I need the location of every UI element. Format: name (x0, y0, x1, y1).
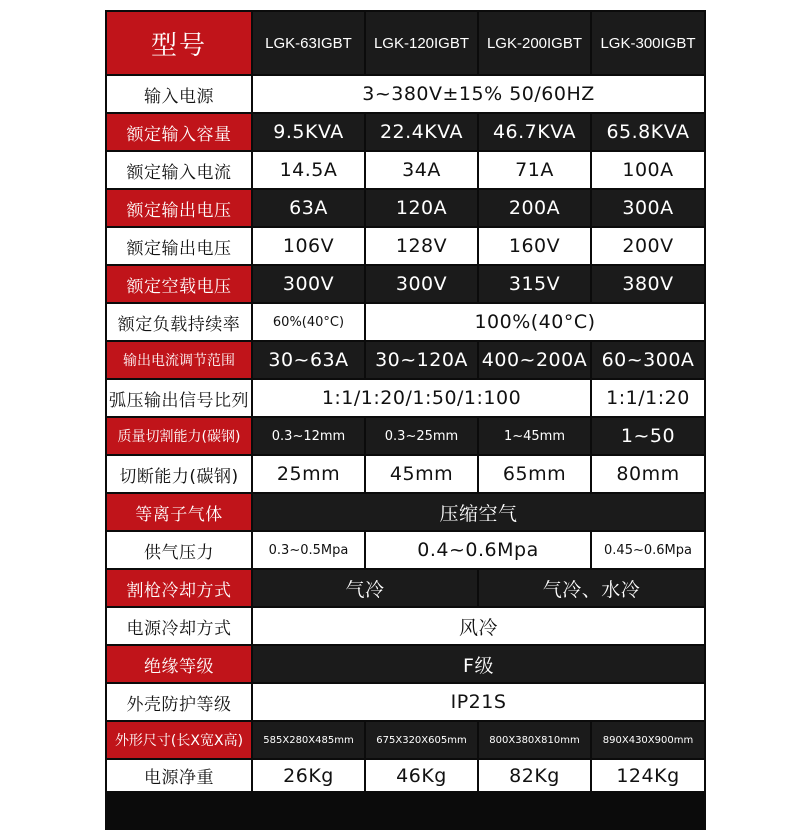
row-value: 46Kg (366, 760, 477, 791)
row-label: 额定输入容量 (107, 114, 251, 150)
model-lgk-300igbt: LGK-300IGBT (592, 12, 704, 74)
row-value: 0.4~0.6Mpa (366, 532, 590, 568)
row-label: 弧压输出信号比列 (107, 380, 251, 416)
row-value: 0.3~25mm (366, 418, 477, 454)
row-value: 100A (592, 152, 704, 188)
row-value: 65mm (479, 456, 590, 492)
row-value: 315V (479, 266, 590, 302)
row-value: 25mm (253, 456, 364, 492)
row-value: 120A (366, 190, 477, 226)
row-label: 割枪冷却方式 (107, 570, 251, 606)
row-value: 22.4KVA (366, 114, 477, 150)
row-value: 200V (592, 228, 704, 264)
row-value: 1:1/1:20 (592, 380, 704, 416)
row-label: 外壳防护等级 (107, 684, 251, 720)
row-value: IP21S (253, 684, 704, 720)
row-label: 等离子气体 (107, 494, 251, 530)
row-value: 1:1/1:20/1:50/1:100 (253, 380, 590, 416)
row-value: F级 (253, 646, 704, 682)
row-label: 额定负载持续率 (107, 304, 251, 340)
row-value: 30~120A (366, 342, 477, 378)
row-value: 60~300A (592, 342, 704, 378)
row-label: 电源冷却方式 (107, 608, 251, 644)
row-value: 106V (253, 228, 364, 264)
row-value: 380V (592, 266, 704, 302)
row-label: 绝缘等级 (107, 646, 251, 682)
row-value: 风冷 (253, 608, 704, 644)
row-value: 46.7KVA (479, 114, 590, 150)
row-value: 585X280X485mm (253, 722, 364, 758)
row-value: 气冷 (253, 570, 477, 606)
row-value: 124Kg (592, 760, 704, 791)
row-label: 额定输入电流 (107, 152, 251, 188)
row-value: 1~45mm (479, 418, 590, 454)
row-value: 0.3~0.5Mpa (253, 532, 364, 568)
row-value: 65.8KVA (592, 114, 704, 150)
row-value: 0.3~12mm (253, 418, 364, 454)
row-value: 压缩空气 (253, 494, 704, 530)
row-label: 电源净重 (107, 760, 251, 791)
row-value: 30~63A (253, 342, 364, 378)
row-value: 0.45~0.6Mpa (592, 532, 704, 568)
model-lgk-200igbt: LGK-200IGBT (479, 12, 590, 74)
row-label: 输出电流调节范围 (107, 342, 251, 378)
row-value: 26Kg (253, 760, 364, 791)
row-value: 80mm (592, 456, 704, 492)
model-lgk-120igbt: LGK-120IGBT (366, 12, 477, 74)
row-value: 60%(40°C) (253, 304, 364, 340)
row-value: 14.5A (253, 152, 364, 188)
row-value: 34A (366, 152, 477, 188)
row-value: 200A (479, 190, 590, 226)
row-label: 外形尺寸(长X宽X高) (107, 722, 251, 758)
row-value: 160V (479, 228, 590, 264)
model-lgk-63igbt: LGK-63IGBT (253, 12, 364, 74)
row-value: 400~200A (479, 342, 590, 378)
row-value: 128V (366, 228, 477, 264)
row-value: 45mm (366, 456, 477, 492)
row-value: 300A (592, 190, 704, 226)
row-label: 额定空载电压 (107, 266, 251, 302)
row-label: 输入电源 (107, 76, 251, 112)
row-label: 供气压力 (107, 532, 251, 568)
row-value: 71A (479, 152, 590, 188)
row-value: 82Kg (479, 760, 590, 791)
row-label: 质量切割能力(碳钢) (107, 418, 251, 454)
row-value: 300V (253, 266, 364, 302)
row-value: 100%(40°C) (366, 304, 704, 340)
row-value: 63A (253, 190, 364, 226)
row-value: 890X430X900mm (592, 722, 704, 758)
row-value: 9.5KVA (253, 114, 364, 150)
model-header-label: 型号 (107, 12, 251, 74)
spec-table (105, 10, 706, 830)
row-value: 气冷、水冷 (479, 570, 704, 606)
row-value: 300V (366, 266, 477, 302)
row-label: 切断能力(碳钢) (107, 456, 251, 492)
row-value: 675X320X605mm (366, 722, 477, 758)
row-value: 800X380X810mm (479, 722, 590, 758)
row-label: 额定输出电压 (107, 190, 251, 226)
row-label: 额定输出电压 (107, 228, 251, 264)
row-value: 1~50 (592, 418, 704, 454)
row-value: 3~380V±15% 50/60HZ (253, 76, 704, 112)
